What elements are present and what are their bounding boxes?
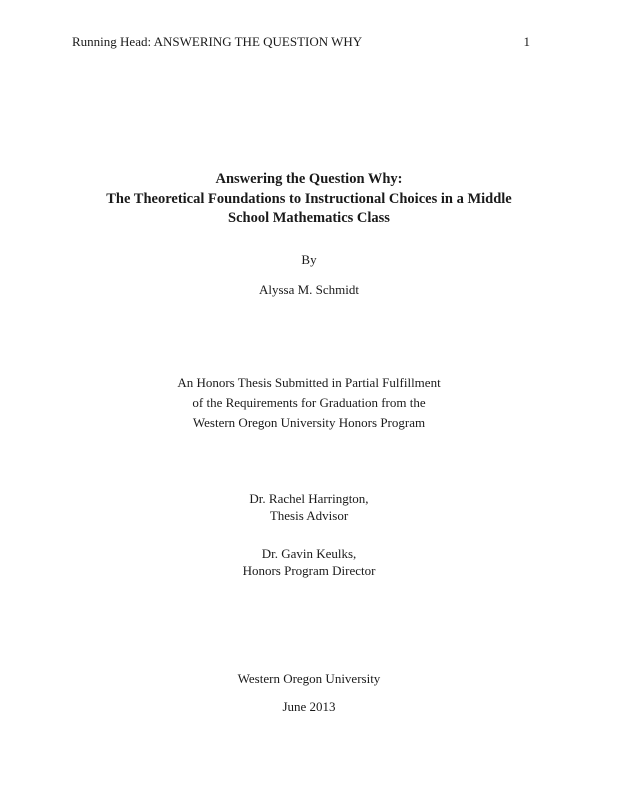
honors-program-director xyxy=(0,545,618,579)
page-header xyxy=(72,33,530,50)
submission-line-1: An Honors Thesis Submitted in Partial Fulfillment xyxy=(177,375,441,390)
title-line-2: The Theoretical Foundations to Instructional Choices in a Middle xyxy=(106,190,512,207)
title-line-1: Answering the Question Why: xyxy=(215,171,403,187)
by-label: By xyxy=(301,252,317,267)
submission-statement xyxy=(0,373,618,433)
institution-name: Western Oregon University xyxy=(237,671,381,686)
thesis-title xyxy=(0,170,618,229)
thesis-advisor xyxy=(0,490,618,524)
title-line-3: School Mathematics Class xyxy=(228,210,390,226)
advisor-role: Thesis Advisor xyxy=(269,508,349,523)
submission-line-2: of the Requirements for Graduation from the xyxy=(192,395,426,410)
director-name: Dr. Gavin Keulks, xyxy=(261,546,357,561)
advisor-name: Dr. Rachel Harrington, xyxy=(249,491,369,506)
submission-line-3: Western Oregon University Honors Program xyxy=(192,415,426,430)
page-number: 1 xyxy=(523,34,530,49)
publication-date: June 2013 xyxy=(282,699,336,714)
author-name: Alyssa M. Schmidt xyxy=(258,282,360,297)
director-role: Honors Program Director xyxy=(242,563,376,578)
running-head: Running Head: ANSWERING THE QUESTION WHY xyxy=(72,34,363,49)
